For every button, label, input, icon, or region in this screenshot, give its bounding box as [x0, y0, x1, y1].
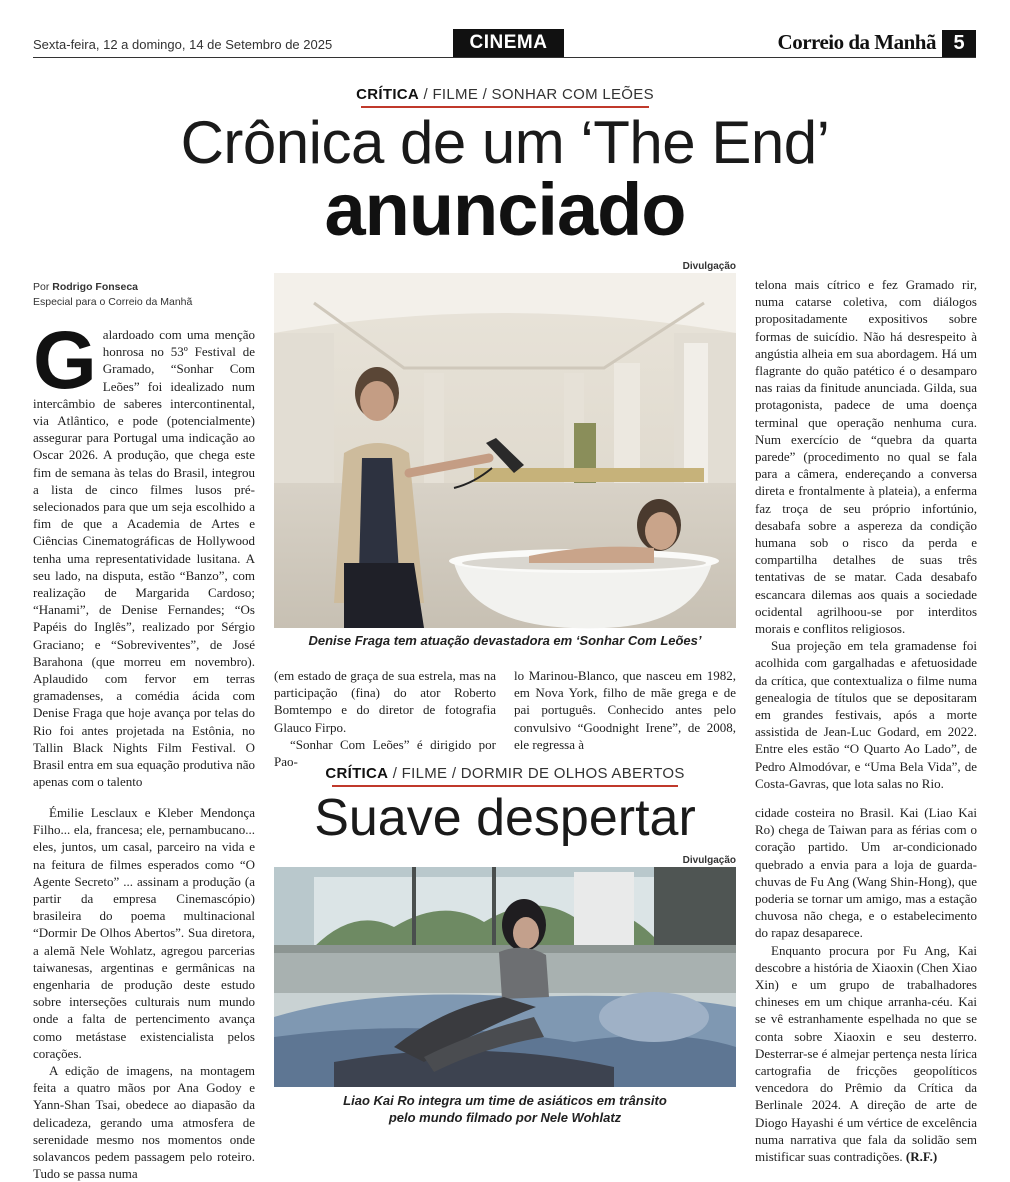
article1-col4-p2: Sua projeção em tela gramadense foi acolhida com gargalhadas e afetuosidade da crítica, que contextualiza o filme numa genealogia de títulos que se depositaram em grandes festivais, após a morte assistida de Jean-Luc Godard, em 2022. Entre eles estão “O Quarto Ao Lado”, de Pedro Almodóvar, e “Uma Bela Vida”, de Costa-Gavras, que lota salas no Rio.	[755, 638, 977, 791]
article1-col1-text: alardoado com uma menção honrosa no 53º Festival de Gramado, “Sonhar Com Leões” foi idealizado num intercâmbio de saberes intercontinental, via Atlântico, e pode (potencialmente) assegurar para Portugal uma indicação ao Oscar 2026. A produção, que chega este fim de semana às telas do Brasil, integrou a lista de cinco filmes lusos pré-selecionados para que um seja escolhido a fim de que a Academia de Artes e Ciências Cinematográficas de Hollywood tenha uma representatividade lusitana. A seu lado, na disputa, estão “Banzo”, com realização de Margarida Cardoso; “Hanami”, de Denise Fernandes; “Os Papéis do Inglês”, realizado por Sérgio Graciano; e “Sobreviventes”, de José Barahona (que morreu em novembro). Aplaudido com fervor em terras gramadenses, a comédia ácida com Denise Fraga que hoje avança por telas do Rio foi antes projetada na Estônia, no Tallin Black Nights Film Festival. O Brasil entra em sua equação produtiva não apenas com o talento	[33, 327, 255, 790]
kicker2-path: / FILME / DORMIR DE OLHOS ABERTOS	[388, 765, 685, 782]
masthead-logo: Correio da Manhã	[777, 30, 936, 54]
photo1	[274, 273, 736, 628]
page-number: 5	[942, 30, 976, 57]
photo2-credit: Divulgação	[682, 855, 736, 866]
byline	[33, 280, 192, 310]
article2-column-2	[755, 804, 977, 1165]
article1-headline-light: Crônica de um ‘The End’	[180, 109, 830, 176]
drop-cap: G	[33, 315, 97, 406]
article1-column-3	[514, 667, 736, 753]
kicker2-underline	[332, 785, 678, 787]
article2-signature: (R.F.)	[905, 1149, 938, 1165]
article1-kicker	[305, 86, 705, 108]
article2-col1-p2: A edição de imagens, na montagem feita a quatro mãos por Ana Godoy e Yann-Shan Tsai, obedece ao diapasão da delicadeza, gerando uma atmosfera de serenidade mesmo nos momentos onde solavancos pedem passagem pelo roteiro. Tudo se passa numa	[33, 1063, 255, 1182]
photo2	[274, 867, 736, 1087]
article2-column-1	[33, 804, 255, 1182]
kicker-path: / FILME / SONHAR COM LEÕES	[419, 86, 654, 103]
photo2-caption-line1: Liao Kai Ro integra um time de asiáticos em trânsito	[343, 1093, 667, 1108]
article1-col3-text: lo Marinou-Blanco, que nasceu em 1982, em Nova York, filho de mãe grega e de pai português. Conhecido antes pelo convulsivo “Goodnight Irene”, de 2008, ele regressa à	[514, 668, 736, 752]
photo1-caption: Denise Fraga tem atuação devastadora em ‘Sonhar Com Leões’	[308, 633, 702, 648]
photo2-caption-line2: pelo mundo filmado por Nele Wohlatz	[388, 1110, 622, 1125]
issue-date: Sexta-feira, 12 a domingo, 14 de Setembro de 2025	[33, 37, 333, 52]
article1-col4-p1: telona mais cítrico e fez Gramado rir, numa catarse coletiva, com diálogos propositadamente expositivos sobre formas de suicídio. Não há desrespeito à angústia alheia em sua abordagem. Há um flagrante do quão patético é o desamparo nas raias da finitude anunciada. Gilda, sua protagonista, padece de uma doença terminal que operação nenhuma cura. Num exercício de “quebra da quarta parede” (procedimento no qual se fala para a câmera, endereçando a conversa direta e frontalmente à plateia), a enferma faz troça de seu próprio infortúnio, desabafa sobre a aspereza da condição humana sob o risco da perda e compartilha detalhes de suas três tentativas de se matar. Cada desabafo escancara dilemas aos quais a sociedade ocidental agrilhoou-se por interditos morais e conflitos religiosos.	[755, 277, 977, 637]
article1-col2-p1: (em estado de graça de sua estrela, mas na participação (fina) do ator Roberto Bomtempo e do diretor de fotografia Glauco Firpo.	[274, 668, 496, 735]
byline-name: Rodrigo Fonseca	[52, 281, 139, 293]
article1-column-1	[33, 315, 255, 790]
byline-role: Especial para o Correio da Manhã	[33, 296, 193, 308]
article2-col1-p1: Émilie Lesclaux e Kleber Mendonça Filho... ela, francesa; ele, pernambucano... eles, juntos, um casal, parceiro na vida e na feitura de filmes esperados como “O Agente Secreto” ... assinam a produção (a partir da empresa Cinemascópio) brasileira do poema multinacional “Dormir De Olhos Abertos”. Sua diretora, a alemã Nele Wohlatz, agregou parcerias taiwanesas, argentinas e germânicas na engenharia de produção deste estudo sobre interseções culturais num mundo onde a falta de pertencimento avança como metástase existencialista pelos corações.	[33, 805, 255, 1061]
article1-column-4	[755, 276, 977, 792]
article2-kicker	[280, 765, 730, 787]
kicker-bold: CRÍTICA	[356, 86, 420, 103]
photo2-caption	[274, 1092, 736, 1126]
kicker2-bold: CRÍTICA	[325, 765, 389, 782]
article1-col2-p2: “Sonhar Com Leões” é dirigido por Pao-	[274, 736, 496, 770]
photo1-credit: Divulgação	[682, 261, 736, 272]
article2-col2-p1: cidade costeira no Brasil. Kai (Liao Kai Ro) chega de Taiwan para as férias com o coração partido. Um ar-condicionado quebrado a envia para a loja de guarda-chuvas de Fu Ang (Wang Shin-Hong), que poderia se tornar um amigo, mas a estação chuvosa não chega, e o estabelecimento do rapaz desaparece.	[755, 805, 977, 941]
section-label: CINEMA	[453, 29, 564, 57]
article2-headline: Suave despertar	[314, 789, 696, 847]
header-rule	[33, 57, 976, 58]
article2-col2-p2: Enquanto procura por Fu Ang, Kai descobre a história de Xiaoxin (Chen Xiao Xin) e um grupo de trabalhadores chineses em um chique arranha-céu. Kai se vê estranhamente espelhada no que se conta sobre Xiaoxin e seu desterro. Desterrar-se é almejar pertença nesta lírica cartografia de fricções geopolíticos vencedora do Prêmio da Crítica da Berlinale 2024. A direção de arte de Diogo Hayashi é um vértice de excelência numa narrativa que fala da solidão sem mistificar suas contradições.	[755, 942, 977, 1165]
byline-prefix: Por	[33, 281, 53, 293]
article1-column-2	[274, 667, 496, 770]
article1-headline-bold: anunciado	[324, 168, 686, 251]
